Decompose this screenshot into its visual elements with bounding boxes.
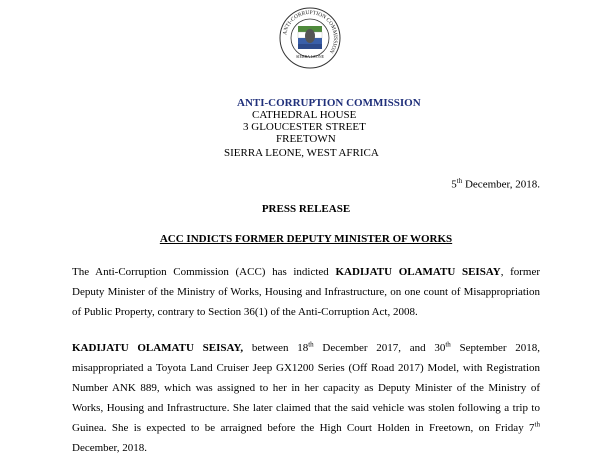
org-name: ANTI-CORRUPTION COMMISSION	[237, 97, 421, 109]
paragraph-2: KADIJATU OLAMATU SEISAY, between 18th December 2017, and 30th September 2018, misappropriated a Toyota Land Cruiser Jeep GX1200 Series (Off Road 2017) Model, with Registration Number ANK 889, which was assigned to her in her capacity as Deputy Minister of the Ministry of Works, Housing and Infrastructure. She later claimed that the said vehicle was stolen following a trip to Guinea. She is expected to be arraigned before the High Court Holden in Freetown, on Friday 7th December, 2018.	[72, 340, 541, 454]
release-date: 5th December, 2018.	[451, 177, 540, 191]
address-line-2: 3 GLOUCESTER STREET	[243, 121, 366, 133]
accused-name: KADIJATU OLAMATU SEISAY,	[72, 342, 244, 354]
press-release-label: PRESS RELEASE	[261, 203, 351, 215]
address-line-4: SIERRA LEONE, WEST AFRICA	[224, 147, 379, 159]
accused-name: KADIJATU OLAMATU SEISAY	[335, 266, 501, 278]
acc-seal-logo	[278, 6, 342, 70]
seal-ring-text: ANTI-CORRUPTION COMMISSION	[282, 9, 339, 55]
headline: ACC INDICTS FORMER DEPUTY MINISTER OF WORKS	[159, 233, 453, 245]
seal-bottom-text: SIERRA LEONE	[295, 54, 325, 59]
address-line-1: CATHEDRAL HOUSE	[252, 109, 357, 121]
paragraph-1: The Anti-Corruption Commission (ACC) has indicted KADIJATU OLAMATU SEISAY, former Deputy Minister of the Ministry of Works, Housing and Infrastructure, on one count of Misappropriation of Public Property, contrary to Section 36(1) of the Anti-Corruption Act, 2008.	[72, 266, 540, 318]
address-line-3: FREETOWN	[276, 133, 336, 145]
